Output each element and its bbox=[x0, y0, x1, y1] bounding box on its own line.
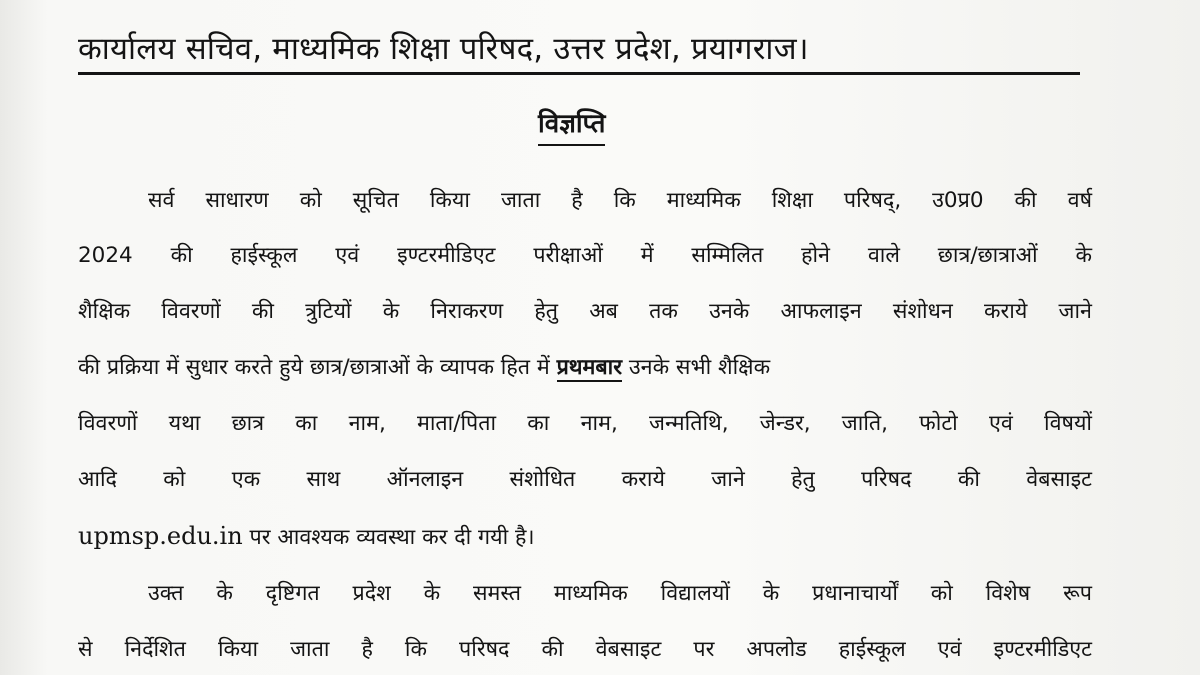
line4-text-after: उनके सभी शैक्षिक bbox=[622, 355, 771, 380]
paragraph2-line1: उक्त के दृष्टिगत प्रदेश के समस्त माध्यमिक विद्यालयों के प्रधानाचार्यों को विशेष रूप bbox=[148, 581, 1092, 606]
paragraph1-line7 bbox=[78, 521, 1092, 551]
paragraph1-line5: विवरणों यथा छात्र का नाम, माता/पिता का नाम, जन्मतिथि, जेन्डर, जाति, फोटो एवं विषयों bbox=[78, 411, 1092, 436]
paragraph1-line1: सर्व साधारण को सूचित किया जाता है कि माध्यमिक शिक्षा परिषद्, उ0प्र0 की वर्ष bbox=[148, 188, 1092, 213]
paragraph1-line3: शैक्षिक विवरणों की त्रुटियों के निराकरण हेतु अब तक उनके आफलाइन संशोधन कराये जाने bbox=[78, 299, 1092, 324]
paragraph1-line6: आदि को एक साथ ऑनलाइन संशोधित कराये जाने हेतु परिषद की वेबसाइट bbox=[78, 467, 1092, 492]
first-time-emphasis: प्रथमबार bbox=[556, 355, 623, 380]
website-url: upmsp.edu.in bbox=[78, 522, 243, 550]
office-header: कार्यालय सचिव, माध्यमिक शिक्षा परिषद, उत्तर प्रदेश, प्रयागराज। bbox=[78, 26, 1080, 75]
paragraph1-line4 bbox=[78, 353, 1092, 383]
line4-text-before: की प्रक्रिया में सुधार करते हुये छात्र/छात्राओं के व्यापक हित में bbox=[78, 355, 557, 380]
paragraph1-line2: 2024 की हाईस्कूल एवं इण्टरमीडिएट परीक्षाओं में सम्मिलित होने वाले छात्र/छात्राओं के bbox=[78, 243, 1092, 268]
paragraph2-line2: से निर्देशित किया जाता है कि परिषद की वेबसाइट पर अपलोड हाईस्कूल एवं इण्टरमीडिएट bbox=[78, 637, 1092, 662]
notice-title: विज्ञप्ति bbox=[538, 106, 605, 146]
line7-text-after: पर आवश्यक व्यवस्था कर दी गयी है। bbox=[242, 525, 535, 550]
